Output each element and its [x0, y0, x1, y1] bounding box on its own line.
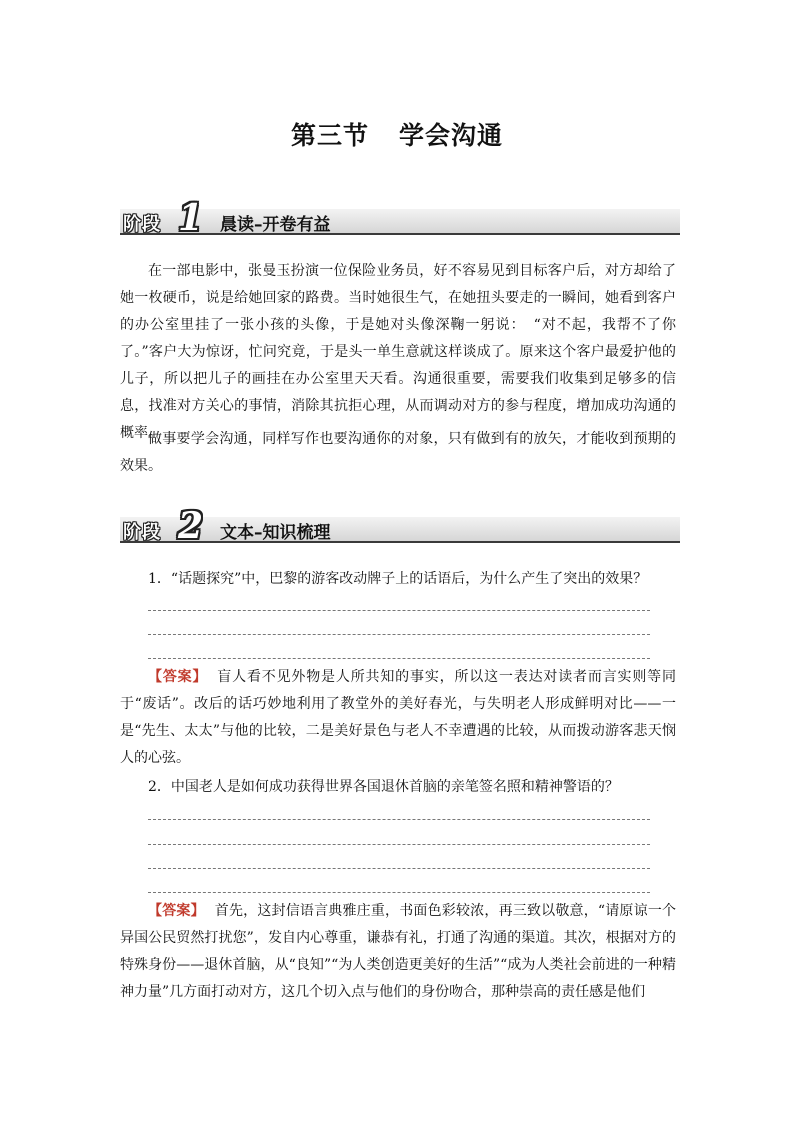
answer-line	[148, 892, 650, 893]
answer-line	[148, 610, 650, 611]
answer-1-tag: 【答案】	[148, 669, 208, 685]
answer-line	[148, 658, 650, 659]
question-2: 2．中国老人是如何成功获得世界各国退休首脑的亲笔签名照和精神警语的？	[148, 779, 619, 795]
stage-2-header	[120, 505, 680, 547]
section-title: 学会沟通	[399, 121, 504, 150]
stage-1-label: 阶段	[123, 214, 161, 235]
answer-2	[120, 898, 676, 1006]
stage-2-label: 阶段	[123, 522, 161, 543]
answer-line	[148, 868, 650, 869]
question-1: 1．“话题探究”中，巴黎的游客改动牌子上的话语后，为什么产生了突出的效果？	[148, 571, 648, 587]
answer-line	[148, 844, 650, 845]
stage-1-number: 1	[178, 197, 204, 239]
answer-line	[148, 819, 650, 820]
reading-paragraph-1: 在一部电影中，张曼玉扮演一位保险业务员，好不容易见到目标客户后，对方却给了她一枚硬币，说是给她回家的路费。当时她很生气，在她扭头要走的一瞬间，她看到客户的办公室里挂了一张小孩的头像，于是她对头像深鞠一躬说： “对不起，我帮不了你了。”客户大为惊讶，忙问究竟，于是头一单生意就这样谈成了。原来这个客户最爱护他的儿子，所以把儿子的画挂在办公室里天天看。沟通很重要，需要我们收集到足够多的信息，找准对方关心的事情，消除其抗拒心理，从而调动对方的参与程度，增加成功沟通的概率。	[120, 263, 676, 441]
answer-1	[120, 664, 676, 772]
stage-1-bar-background	[120, 209, 680, 235]
stage-2-title: 文本–知识梳理	[220, 523, 331, 543]
answer-1-text: 盲人看不见外物是人所共知的事实，所以这一表达对读者而言实则等同于“废话”。改后的话巧妙地利用了教堂外的美好春光，与失明老人形成鲜明对比——一是“先生、太太”与他的比较，二是美好景色与老人不幸遭遇的比较，从而拨动游客悲天悯人的心弦。	[120, 669, 677, 766]
section-number: 第三节	[290, 121, 369, 150]
stage-1-title: 晨读–开卷有益	[220, 215, 331, 235]
answer-line	[148, 634, 650, 635]
page-title	[0, 116, 794, 152]
stage-2-number: 2	[178, 505, 204, 547]
answer-2-text: 首先，这封信语言典雅庄重，书面色彩较浓，再三致以敬意，“请原谅一个异国公民贸然打扰您”，发自内心尊重，谦恭有礼，打通了沟通的渠道。其次，根据对方的特殊身份——退休首脑，从“良知”“为人类创造更美好的生活”“成为人类社会前进的一种精神力量”几方面打动对方，这几个切入点与他们的身份吻合，那种崇高的责任感是他们	[120, 903, 677, 1000]
reading-paragraph-2: 做事要学会沟通，同样写作也要沟通你的对象，只有做到有的放矢，才能收到预期的效果。	[120, 431, 676, 474]
answer-2-tag: 【答案】	[148, 903, 205, 919]
stage-2-bar-background	[120, 517, 680, 543]
stage-1-header	[120, 197, 680, 239]
